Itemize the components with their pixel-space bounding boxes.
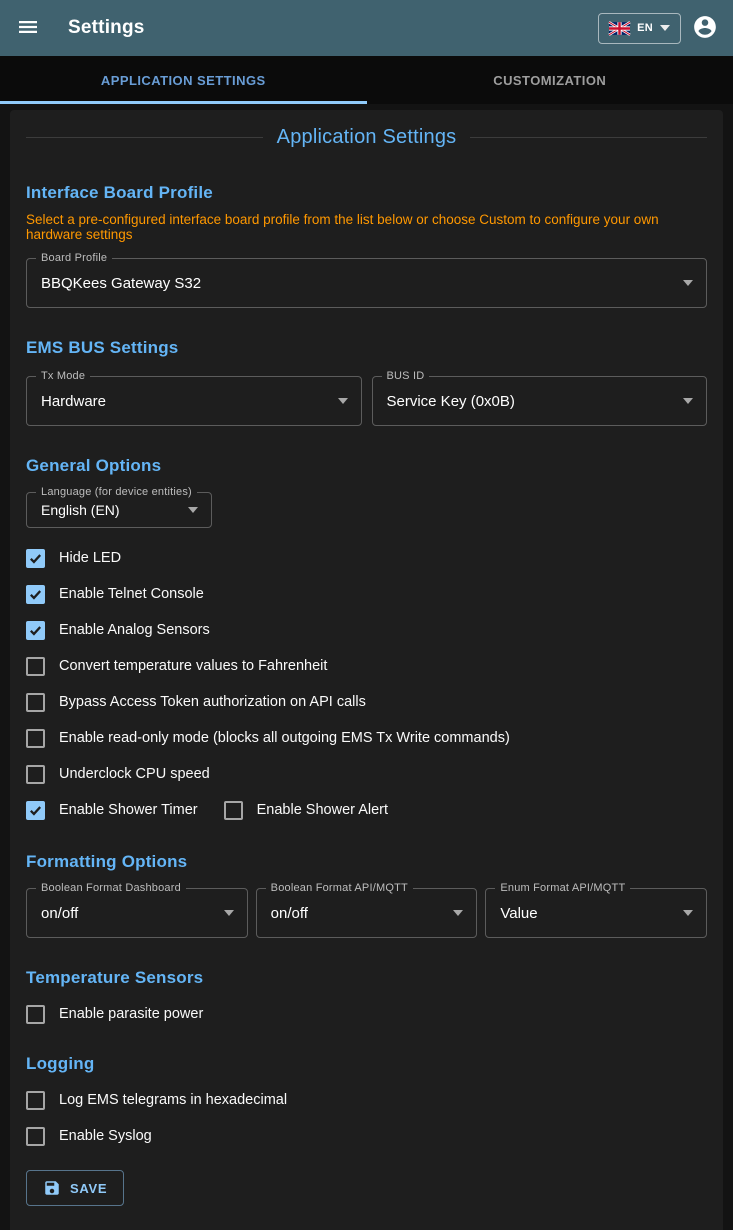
checkbox-enable-shower-timer[interactable] [26,801,198,820]
checkbox-enable-syslog[interactable] [26,1118,707,1154]
select-value: BBQKees Gateway S32 [41,275,201,292]
checkbox-label: Convert temperature values to Fahrenheit [59,658,327,674]
language-select[interactable] [26,492,212,528]
checkbox-label: Enable Shower Alert [257,802,388,818]
checkbox-label: Bypass Access Token authorization on API calls [59,694,366,710]
tx-mode-select[interactable] [26,376,362,426]
select-label: Boolean Format Dashboard [36,882,186,894]
caret-down-icon [683,910,693,916]
tab-label: APPLICATION SETTINGS [101,73,266,88]
heading-logging: Logging [26,1054,707,1074]
select-value: English (EN) [41,502,120,518]
formatting-row [26,888,707,938]
checkbox-icon[interactable] [26,549,45,568]
account-button[interactable] [689,12,721,44]
checkbox-icon[interactable] [26,1005,45,1024]
divider-line [470,137,707,138]
enum-format-api-mqtt-select[interactable] [485,888,707,938]
heading-interface-board-profile: Interface Board Profile [26,183,707,203]
boolean-format-dashboard-select[interactable] [26,888,248,938]
bus-id-select[interactable] [372,376,708,426]
caret-down-icon [188,507,198,513]
tab-customization[interactable] [367,56,733,104]
checkbox-convert-fahrenheit[interactable] [26,648,707,684]
caret-down-icon [453,910,463,916]
active-tab-indicator [0,101,367,104]
select-value: on/off [271,905,308,922]
checkbox-label: Hide LED [59,550,121,566]
select-label: Language (for device entities) [36,486,197,498]
checkbox-label: Enable Syslog [59,1128,152,1144]
checkbox-label: Enable Analog Sensors [59,622,210,638]
hamburger-icon [16,15,40,42]
caret-down-icon [224,910,234,916]
tab-label: CUSTOMIZATION [493,73,606,88]
page-title: Settings [68,17,145,39]
checkbox-log-ems-hex[interactable] [26,1082,707,1118]
select-value: Hardware [41,393,106,410]
language-selector[interactable] [598,13,681,44]
application-settings-title: Application Settings [277,126,457,149]
checkbox-icon[interactable] [26,1127,45,1146]
checkbox-hide-led[interactable] [26,540,707,576]
shower-options-row [26,792,707,828]
select-label: Board Profile [36,252,112,264]
board-profile-select[interactable] [26,258,707,308]
caret-down-icon [683,280,693,286]
app-bar [0,0,733,56]
select-value: Value [500,905,537,922]
account-circle-icon [692,14,718,43]
checkbox-label: Enable parasite power [59,1006,203,1022]
tab-bar [0,56,733,104]
checkbox-icon[interactable] [26,801,45,820]
checkbox-label: Enable Shower Timer [59,802,198,818]
checkbox-enable-shower-alert[interactable] [224,801,388,820]
checkbox-bypass-access-token[interactable] [26,684,707,720]
checkbox-underclock-cpu[interactable] [26,756,707,792]
select-label: Enum Format API/MQTT [495,882,630,894]
checkbox-icon[interactable] [26,765,45,784]
heading-formatting-options: Formatting Options [26,852,707,872]
menu-button[interactable] [8,8,48,48]
tab-application-settings[interactable] [0,56,367,104]
caret-down-icon [660,25,670,31]
checkbox-label: Enable read-only mode (blocks all outgoing EMS Tx Write commands) [59,730,510,746]
checkbox-label: Underclock CPU speed [59,766,210,782]
checkbox-icon[interactable] [26,729,45,748]
checkbox-readonly-mode[interactable] [26,720,707,756]
checkbox-enable-parasite-power[interactable] [26,996,707,1032]
select-value: on/off [41,905,78,922]
checkbox-icon[interactable] [26,1091,45,1110]
caret-down-icon [683,398,693,404]
heading-ems-bus-settings: EMS BUS Settings [26,338,707,358]
save-button[interactable] [26,1170,124,1206]
divider-line [26,137,263,138]
caret-down-icon [338,398,348,404]
checkbox-label: Log EMS telegrams in hexadecimal [59,1092,287,1108]
select-label: Tx Mode [36,370,90,382]
general-checkbox-list [26,540,707,828]
uk-flag-icon [609,22,630,35]
save-floppy-icon [43,1179,61,1197]
checkbox-icon[interactable] [224,801,243,820]
settings-panel [10,110,723,1230]
checkbox-label: Enable Telnet Console [59,586,204,602]
checkbox-icon[interactable] [26,585,45,604]
checkbox-icon[interactable] [26,657,45,676]
boolean-format-api-mqtt-select[interactable] [256,888,478,938]
heading-temperature-sensors: Temperature Sensors [26,968,707,988]
save-button-label: SAVE [70,1181,107,1196]
ems-bus-row [26,376,707,426]
checkbox-enable-telnet-console[interactable] [26,576,707,612]
section-title-divider [26,126,707,149]
board-profile-warning-text: Select a pre-configured interface board profile from the list below or choose Custom to configure your own hardware settings [26,212,707,242]
language-code: EN [637,22,653,34]
checkbox-icon[interactable] [26,693,45,712]
checkbox-enable-analog-sensors[interactable] [26,612,707,648]
checkbox-icon[interactable] [26,621,45,640]
select-label: Boolean Format API/MQTT [266,882,413,894]
select-label: BUS ID [382,370,430,382]
select-value: Service Key (0x0B) [387,393,515,410]
heading-general-options: General Options [26,456,707,476]
